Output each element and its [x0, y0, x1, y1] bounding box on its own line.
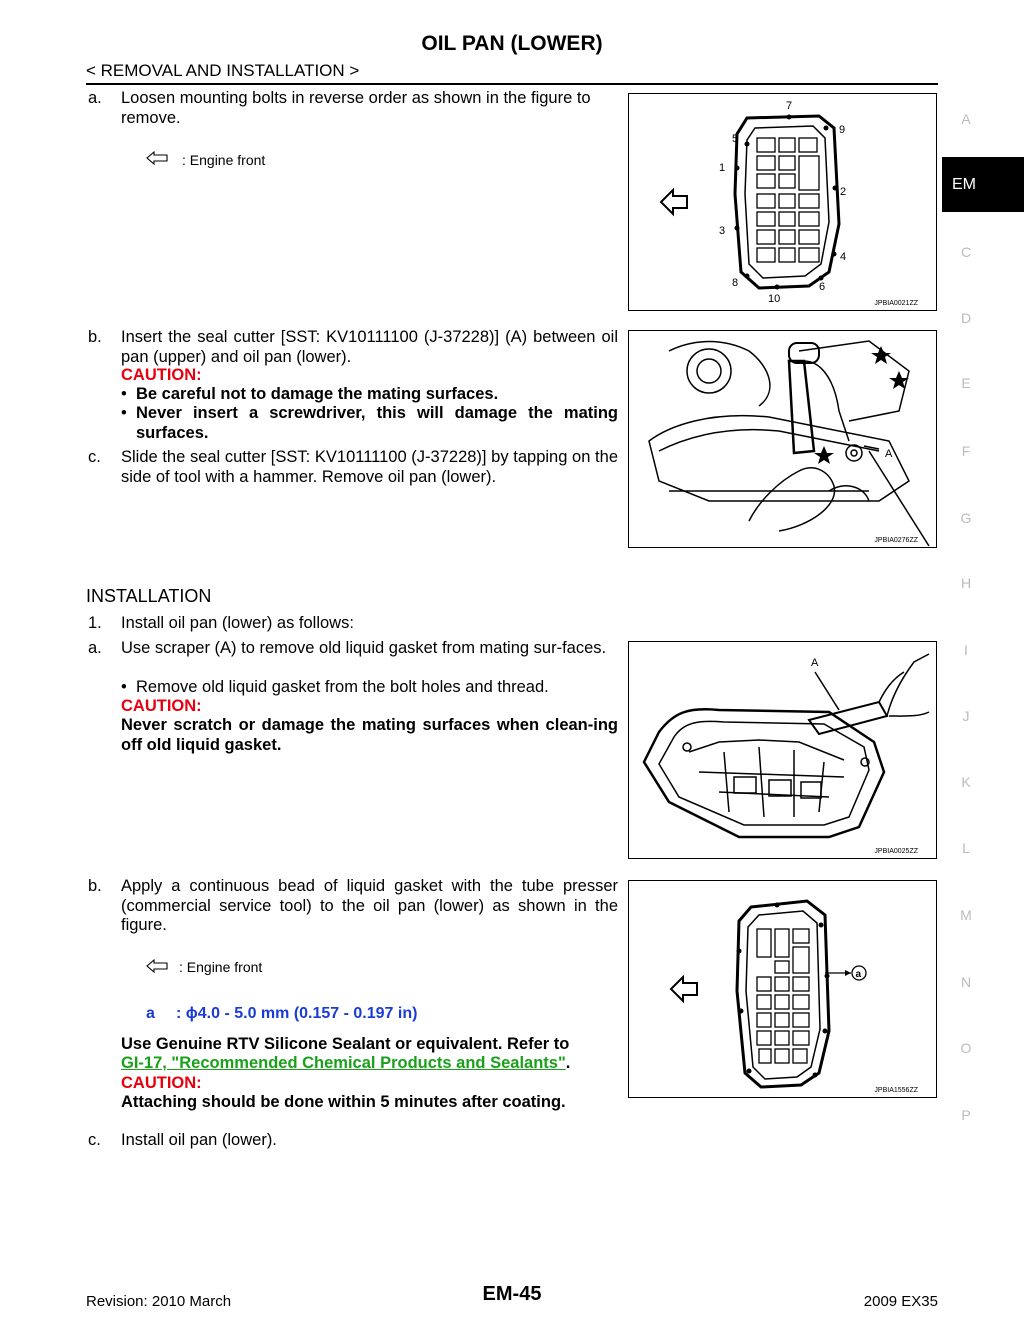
step-c-text: Slide the seal cutter [SST: KV10111100 (J-37228)] by tapping on the side of tool with a hammer. Remove oil pan (lower).: [121, 448, 618, 486]
sidebar-tab-d[interactable]: D: [960, 310, 972, 326]
header-rule: [86, 83, 938, 85]
engine-front-label-1: : Engine front: [182, 152, 266, 168]
bolt-number: 5: [732, 133, 739, 145]
bullet-icon: •: [121, 678, 127, 696]
install-step-1-num: 1.: [88, 614, 102, 632]
install-step-c-text: Install oil pan (lower).: [121, 1131, 277, 1149]
spec-value: : ϕ4.0 - 5.0 mm (0.157 - 0.197 in): [176, 1005, 418, 1022]
install-step-a-bullet: Remove old liquid gasket from the bolt holes and thread.: [136, 678, 549, 696]
engine-front-arrow-icon: [146, 959, 168, 978]
bolt-number: 8: [732, 277, 739, 289]
page-number: EM-45: [482, 1283, 542, 1305]
figure-gasket-bead: [628, 880, 937, 1098]
spec-label: a: [146, 1005, 155, 1022]
sidebar-tab-e[interactable]: E: [961, 375, 971, 391]
sidebar-tab-a[interactable]: A: [961, 111, 971, 127]
bolt-number: 3: [719, 225, 726, 237]
bullet-icon: •: [121, 385, 127, 403]
sidebar-tab-f[interactable]: F: [961, 443, 971, 459]
figure-id: JPBIA0021ZZ: [874, 300, 918, 307]
sidebar-tab-p[interactable]: P: [961, 1107, 971, 1123]
install-step-a-letter: a.: [88, 639, 102, 657]
figure-seal-cutter: [628, 330, 937, 548]
installation-heading: INSTALLATION: [86, 586, 212, 606]
sidebar-tab-l[interactable]: L: [962, 840, 970, 856]
page-title: OIL PAN (LOWER): [421, 32, 603, 55]
figure-label-a: a: [855, 969, 862, 980]
figure-label-a: A: [885, 448, 893, 460]
seal-cutter-illustration: [629, 331, 936, 547]
engine-front-arrow-icon: [671, 977, 697, 1001]
sidebar-tab-o[interactable]: O: [960, 1040, 972, 1056]
engine-front-arrow-icon: [146, 151, 168, 170]
caution-label: CAUTION:: [121, 1074, 202, 1092]
caution-label: CAUTION:: [121, 697, 202, 715]
step-b-text: Insert the seal cutter [SST: KV10111100 (J-37228)] (A) between oil pan (upper) and oil pan (lower).: [121, 328, 618, 366]
bolt-number: 4: [840, 251, 847, 263]
sidebar-tab-j[interactable]: J: [962, 708, 970, 724]
reference-link[interactable]: GI-17, "Recommended Chemical Products and Sealants": [121, 1054, 566, 1072]
step-b-letter: b.: [88, 328, 102, 346]
install-step-a-text: Use scraper (A) to remove old liquid gasket from mating sur-faces.: [121, 639, 607, 657]
figure-scraper: [628, 641, 937, 859]
section-breadcrumb: < REMOVAL AND INSTALLATION >: [86, 61, 360, 80]
caution-label: CAUTION:: [121, 366, 202, 384]
sidebar-tab-k[interactable]: K: [961, 774, 971, 790]
sidebar-tab-n[interactable]: N: [960, 974, 972, 990]
bolt-number: 1: [719, 162, 726, 174]
bolt-number: 7: [786, 100, 793, 112]
bolt-number: 6: [819, 281, 826, 293]
install-step-b-caution-text: Attaching should be done within 5 minutes after coating.: [121, 1093, 566, 1111]
caution-bullet-1: Be careful not to damage the mating surfaces.: [136, 385, 499, 403]
install-step-1-text: Install oil pan (lower) as follows:: [121, 614, 354, 632]
rtv-link-line: [121, 1054, 570, 1074]
step-a-text: Loosen mounting bolts in reverse order as shown in the figure to remove.: [121, 89, 591, 127]
scraper-illustration: [629, 642, 936, 858]
sidebar-tab-c[interactable]: C: [960, 244, 972, 260]
bolt-number: 9: [839, 124, 846, 136]
bullet-icon: •: [121, 404, 127, 422]
figure-id: JPBIA0276ZZ: [874, 537, 918, 544]
rtv-instruction: Use Genuine RTV Silicone Sealant or equivalent. Refer to: [121, 1035, 570, 1053]
caution-bullet-2: Never insert a screwdriver, this will damage the mating surfaces.: [136, 404, 618, 442]
gasket-bead-diagram: [629, 881, 936, 1097]
bolt-number: 10: [768, 293, 781, 305]
sidebar-tab-m[interactable]: M: [960, 907, 972, 923]
figure-id: JPBIA1556ZZ: [874, 1087, 918, 1094]
install-step-a-caution-text: Never scratch or damage the mating surfaces when clean-ing off old liquid gasket.: [121, 716, 618, 754]
bolt-number: 2: [840, 186, 847, 198]
engine-front-label-2: : Engine front: [179, 959, 263, 975]
sidebar-tab-h[interactable]: H: [960, 575, 972, 591]
footer-model: 2009 EX35: [863, 1293, 938, 1310]
figure-bolt-order: [628, 93, 937, 311]
sidebar-tab-g[interactable]: G: [960, 510, 972, 526]
step-c-letter: c.: [88, 448, 101, 466]
oil-pan-bolt-diagram: [629, 94, 936, 310]
figure-label-a: A: [811, 657, 819, 669]
footer-revision: Revision: 2010 March: [86, 1293, 232, 1310]
figure-id: JPBIA0025ZZ: [874, 848, 918, 855]
install-step-b-letter: b.: [88, 877, 102, 895]
sidebar-tab-i[interactable]: I: [964, 642, 968, 658]
sidebar-tab-em[interactable]: EM: [942, 157, 1024, 212]
engine-front-arrow-icon: [661, 190, 687, 214]
install-step-b-text: Apply a continuous bead of liquid gasket with the tube presser (commercial service tool) to the oil pan (lower) as shown in the figure.: [121, 877, 618, 934]
install-step-c-letter: c.: [88, 1131, 101, 1149]
link-period: .: [565, 1054, 571, 1072]
step-a-letter: a.: [88, 89, 102, 107]
